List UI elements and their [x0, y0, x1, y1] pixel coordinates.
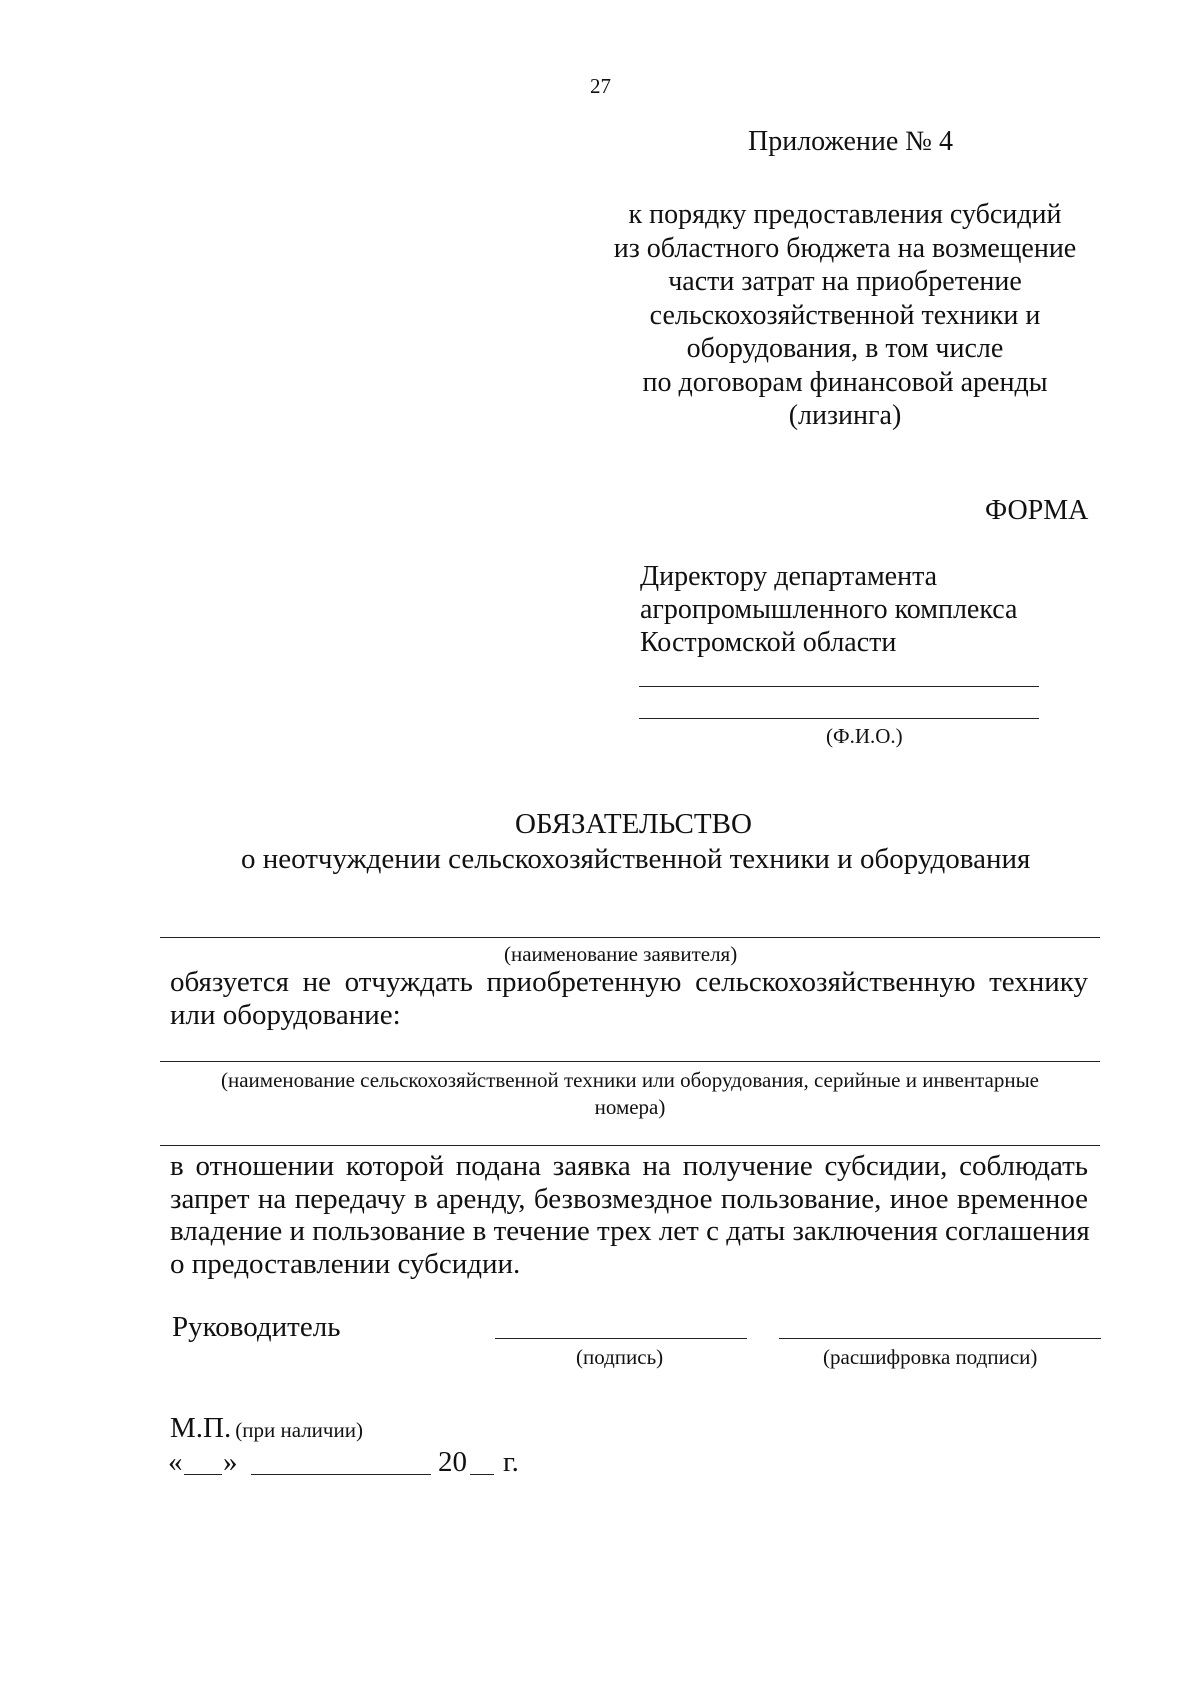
page-number: 27 [590, 74, 611, 98]
doc-subtitle: о неотчуждении сельскохозяйственной техники и оборудования [241, 843, 1031, 875]
date-year-blank[interactable] [470, 1474, 494, 1475]
addressee-line: Директору департамента [640, 561, 938, 592]
signature-decoding-caption: (расшифровка подписи) [823, 1345, 1038, 1369]
appendix-subtitle-line: по договорам финансовой аренды [642, 366, 1048, 398]
equipment-caption [160, 1067, 1100, 1121]
applicant-caption: (наименование заявителя) [504, 942, 738, 966]
appendix-subtitle [605, 198, 1085, 433]
signer-label: Руководитель [172, 1311, 341, 1343]
signature-caption: (подпись) [576, 1345, 664, 1369]
date-month-blank[interactable] [251, 1474, 431, 1475]
equipment-blank-line[interactable] [160, 1061, 1100, 1062]
equipment-caption-line: (наименование сельскохозяйственной техники или оборудования, серийные и инвентарные [221, 1068, 1039, 1092]
doc-title: ОБЯЗАТЕЛЬСТВО [515, 808, 752, 840]
appendix-subtitle-line: части затрат на приобретение [668, 266, 1022, 297]
obligation-line: или оборудование: [170, 998, 401, 1031]
appendix-subtitle-line: сельскохозяйственной техники и [649, 299, 1041, 331]
date-year: 20 [438, 1446, 467, 1478]
conditions-line: о предоставлении субсидии. [170, 1247, 521, 1280]
equipment-blank-line-2[interactable] [160, 1145, 1100, 1146]
appendix-title: Приложение № 4 [748, 126, 953, 157]
conditions-text [170, 1150, 1088, 1280]
date-day-blank[interactable] [184, 1474, 222, 1475]
seal-label: М.П. [170, 1412, 232, 1444]
date-close-quote: » [223, 1446, 238, 1478]
conditions-line: в отношении которой подана заявка на получение субсидии, соблюдать [170, 1150, 1088, 1182]
equipment-caption-line: номера) [594, 1095, 666, 1119]
fio-caption: (Ф.И.О.) [826, 724, 903, 748]
appendix-subtitle-line: к порядку предоставления субсидий [628, 199, 1062, 230]
signature-blank-line[interactable] [495, 1338, 747, 1339]
conditions-line: запрет на передачу в аренду, безвозмездное пользование, иное временное [170, 1182, 1088, 1215]
obligation-line: обязуется не отчуждать приобретенную сельскохозяйственную технику [170, 966, 1088, 998]
date-open-quote: « [168, 1446, 183, 1478]
seal-note: (при наличии) [235, 1418, 363, 1442]
addressee-block [640, 560, 1017, 659]
addressee-line: Костромской области [640, 627, 897, 658]
appendix-subtitle-line: (лизинга) [788, 400, 902, 431]
signature-decoding-blank-line[interactable] [779, 1338, 1101, 1339]
date-year-suffix: г. [503, 1446, 519, 1478]
conditions-line: владение и пользование в течение трех лет с даты заключения соглашения [170, 1215, 1090, 1247]
obligation-text [170, 966, 1088, 1031]
addressee-blank-line[interactable] [639, 686, 1039, 687]
addressee-line: агропромышленного комплекса [640, 594, 1018, 625]
seal-block [170, 1412, 363, 1445]
appendix-subtitle-line: из областного бюджета на возмещение [613, 232, 1077, 264]
applicant-blank-line[interactable] [160, 937, 1100, 938]
appendix-subtitle-line: оборудования, в том числе [686, 333, 1004, 364]
form-label: ФОРМА [985, 495, 1089, 526]
fio-blank-line[interactable] [639, 718, 1039, 719]
